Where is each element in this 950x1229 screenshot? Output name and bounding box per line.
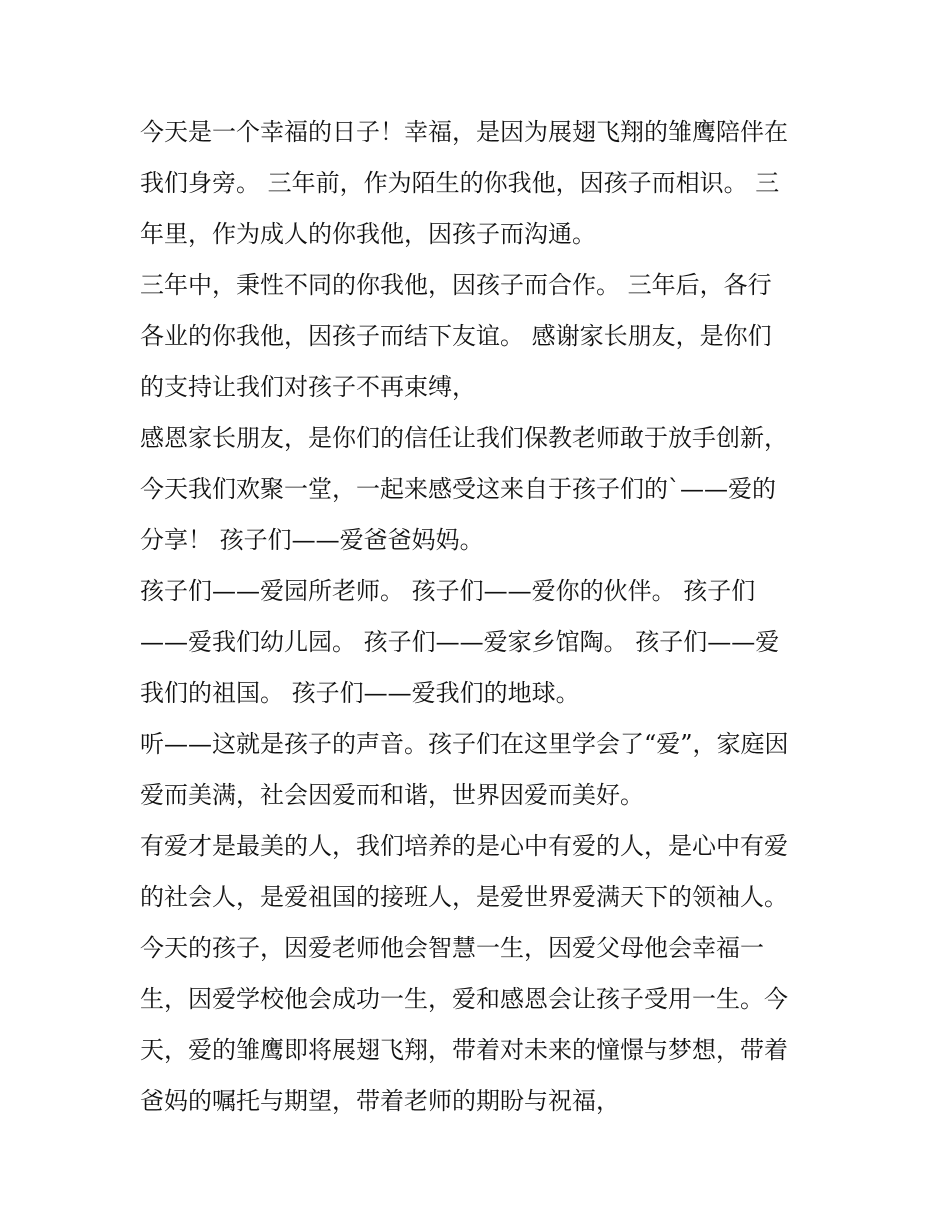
text-line-10: 孩子们——爱园所老师。 孩子们——爱你的伙伴。 孩子们 <box>140 577 756 605</box>
text-line-7: 感恩家长朋友，是你们的信任让我们保教老师敢于放手创新， <box>140 424 788 452</box>
text-line-15: 有爱才是最美的人，我们培养的是心中有爱的人，是心中有爱 <box>140 832 788 860</box>
text-line-20: 爸妈的嘱托与期望，带着老师的期盼与祝福， <box>140 1087 620 1115</box>
text-line-3: 年里，作为成人的你我他，因孩子而沟通。 <box>140 220 596 248</box>
text-line-12: 我们的祖国。 孩子们——爱我们的地球。 <box>140 679 580 707</box>
text-line-11: ——爱我们幼儿园。 孩子们——爱家乡馆陶。 孩子们——爱 <box>140 628 780 656</box>
text-line-17: 今天的孩子，因爱老师他会智慧一生，因爱父母他会幸福一 <box>140 934 764 962</box>
text-line-8: 今天我们欢聚一堂，一起来感受这来自于孩子们的`——爱的 <box>140 475 776 503</box>
text-line-9: 分享！ 孩子们——爱爸爸妈妈。 <box>140 526 484 554</box>
text-line-5: 各业的你我他，因孩子而结下友谊。 感谢家长朋友，是你们 <box>140 322 772 350</box>
text-line-14: 爱而美满，社会因爱而和谐，世界因爱而美好。 <box>140 781 644 809</box>
text-line-4: 三年中，秉性不同的你我他，因孩子而合作。 三年后，各行 <box>140 271 772 299</box>
text-line-16: 的社会人，是爱祖国的接班人，是爱世界爱满天下的领袖人。 <box>140 883 788 911</box>
text-line-19: 天，爱的雏鹰即将展翅飞翔，带着对未来的憧憬与梦想，带着 <box>140 1036 788 1064</box>
text-line-1: 今天是一个幸福的日子！幸福，是因为展翅飞翔的雏鹰陪伴在 <box>140 118 788 146</box>
text-line-18: 生，因爱学校他会成功一生，爱和感恩会让孩子受用一生。今 <box>140 985 788 1013</box>
text-line-6: 的支持让我们对孩子不再束缚， <box>140 373 476 401</box>
text-line-2: 我们身旁。 三年前，作为陌生的你我他，因孩子而相识。 三 <box>140 169 780 197</box>
document-body <box>140 107 830 1127</box>
text-line-13: 听——这就是孩子的声音。孩子们在这里学会了“爱”，家庭因 <box>140 730 789 758</box>
